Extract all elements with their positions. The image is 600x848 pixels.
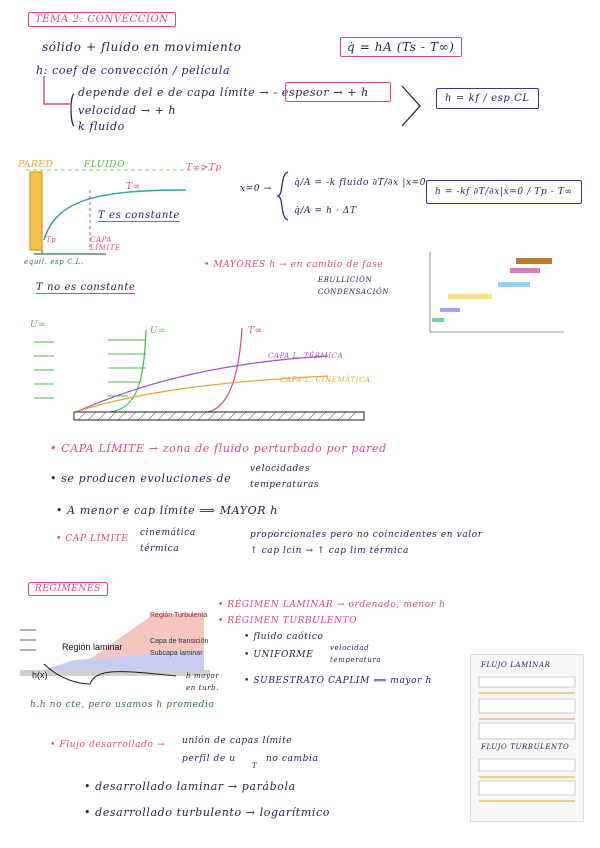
mayores-h: • MAYORES h → en cambio de fase (204, 260, 384, 270)
reg-h-mayor: h mayor (186, 672, 220, 680)
condensacion: CONDENSACIÓN (318, 288, 390, 296)
page-title: TEMA 2: CONVECCIÓN (28, 12, 176, 27)
note4a: cinemática (140, 528, 196, 538)
reg-laminar: • RÉGIMEN LAMINAR → ordenado, menor h (218, 600, 446, 610)
h-ranges-chart (418, 246, 568, 342)
formula-h: h = kf / esp CL (436, 88, 539, 109)
hx-curve (40, 660, 180, 690)
fig-capa-trans: Capa de transición (150, 638, 209, 645)
intro-bullet3: k fluido (78, 120, 125, 133)
label-x0: x=0 → (240, 184, 272, 194)
note2b: temperaturas (250, 480, 320, 490)
reg-temperatura: temperatura (330, 656, 382, 664)
brace-right (398, 84, 428, 128)
label-capa-cinematica: CAPA L. CINEMÁTICA (280, 376, 371, 384)
flow-thumbnail (470, 654, 584, 822)
note2: • se producen evoluciones de (50, 472, 232, 485)
flujo-b2: T (252, 762, 258, 770)
fig-region-turb: Región Turbulenta (150, 612, 208, 619)
fig-subcapa: Subcapa laminar (150, 650, 203, 657)
flujo-d: • desarrollado turbulento → logarítmico (84, 806, 330, 819)
label-capa-limite: CAPA LÍMITE (90, 236, 121, 252)
intro-line2: h: coef de convección / película (36, 64, 231, 77)
eq1: q̇/A = -k fluido ∂T/∂x |x=0 (294, 178, 427, 188)
note2a: velocidades (250, 464, 311, 474)
label-u-inf: U∞ (30, 320, 47, 330)
flujo-b3: no cambia (266, 754, 319, 764)
intro-bullet1: depende del e de capa límite → - espesor → + h (78, 86, 369, 99)
profile-diagram (28, 320, 388, 430)
intro-line1: sólido + fluido en movimiento (42, 40, 242, 54)
formula-q: q̇ = hA (Ts - T∞) (340, 37, 462, 57)
label-tp: Tp (46, 236, 57, 244)
flujo-a: unión de capas límite (182, 736, 293, 746)
label-tinf: T∞ (126, 182, 141, 192)
reg-turbulento: • RÉGIMEN TURBULENTO (218, 616, 358, 626)
label-t-const: T es constante (98, 210, 181, 221)
thumb-laminar: FLUJO LAMINAR (481, 661, 551, 669)
note4: • CAP LÍMITE (56, 534, 129, 544)
fig-hx: h(x) (32, 670, 48, 680)
note4d: ↑ cap lcin → ↑ cap lim térmica (250, 546, 409, 556)
flujo-b: perfil de u (182, 754, 236, 764)
label-t-inf: T∞ (248, 326, 263, 336)
reg-h-note: h.h no cte, pero usamos h promedio (30, 700, 215, 710)
reg-uniforme: • UNIFORME (244, 650, 314, 660)
espesor-box (285, 82, 391, 102)
note1-text: • CAPA LÍMITE → zona de fluido perturbado por pared (50, 442, 387, 455)
brace-eq (276, 170, 292, 222)
ebullicion: EBULLICIÓN (318, 276, 373, 284)
reg-velocidad: velocidad (330, 644, 370, 652)
reg-subestrato: • SUBESTRATO CAPLIM ⟹ mayor h (244, 676, 432, 686)
reg-h-turb: en turb. (186, 684, 220, 692)
label-u-inf2: U∞ (150, 326, 167, 336)
note4b: térmica (140, 544, 180, 554)
eq2: q̇/A = h · ΔT (294, 206, 357, 216)
label-pared: PARED (18, 160, 54, 170)
fig-region-lam: Región laminar (62, 642, 123, 652)
intro-bullet2: velocidad → + h (78, 104, 177, 117)
label-equil: equil. esp C.L. (24, 258, 84, 266)
label-tinf-tp: T∞>Tp (186, 163, 222, 173)
label-t-no-const: T no es constante (36, 282, 136, 293)
label-fluido: FLUIDO (84, 160, 126, 170)
note1 (50, 442, 387, 455)
note3: • A menor e cap límite ⟹ MAYOR h (56, 504, 278, 517)
note4c: proporcionales pero no coincidentes en valor (250, 530, 483, 540)
thumb-turbulento: FLUJO TURBULENTO (481, 743, 570, 751)
flujo-heading: • Flujo desarrollado → (50, 740, 166, 750)
reg-caotico: • fluido caótico (244, 632, 324, 642)
formula-h2: h = -kf ∂T/∂x|x=0 / Tp - T∞ (426, 180, 582, 204)
label-capa-termica: CAPA L. TÉRMICA (268, 352, 344, 360)
regimenes-heading: REGÍMENES (28, 582, 108, 596)
flujo-c: • desarrollado laminar → parábola (84, 780, 296, 793)
